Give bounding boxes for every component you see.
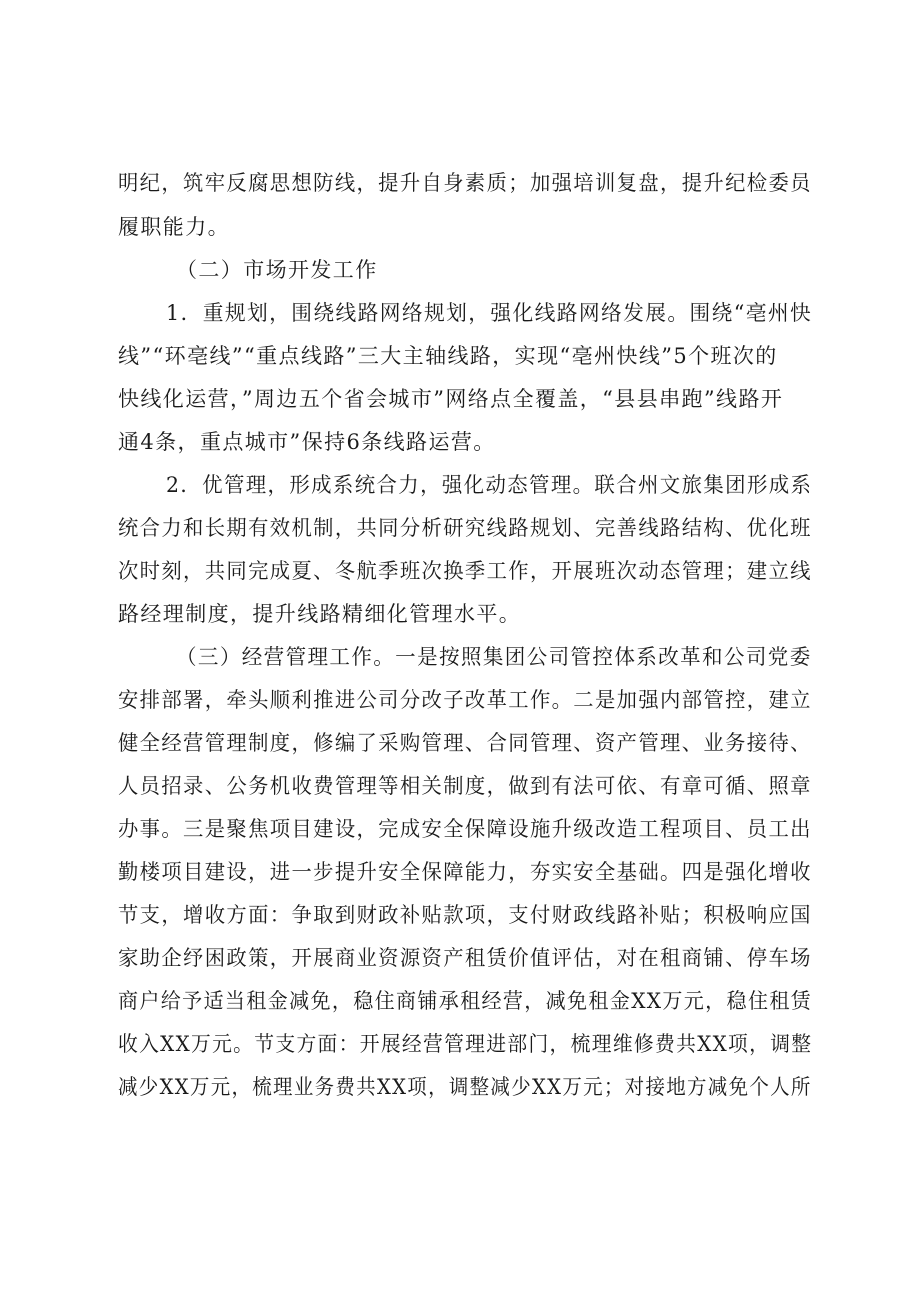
text-line-18: 节支，增收方面：争取到财政补贴款项，支付财政线路补贴；积极响应国 (118, 903, 812, 927)
section-heading-operations: （三）经营管理工作。一是按照集团公司管控体系改革和公司党委 (176, 645, 812, 669)
text-line-10: 次时刻，共同完成夏、冬航季班次换季工作，开展班次动态管理；建立线 (118, 559, 812, 583)
text-line-8: 2．优管理，形成系统合力，强化动态管理。联合州文旅集团形成系 (166, 473, 813, 497)
text-line-20: 商户给予适当租金减免，稳住商铺承租经营，减免租金XX万元，稳住租赁 (118, 989, 813, 1013)
text-line-2: 履职能力。 (118, 215, 230, 239)
text-line-13: 安排部署，牵头顺利推进公司分改子改革工作。二是加强内部管控，建立 (118, 688, 812, 712)
text-line-4: 1．重规划，围绕线路网络规划，强化线路网络发展。围绕“亳州快 (166, 301, 813, 325)
text-line-17: 勤楼项目建设，进一步提升安全保障能力，夯实安全基础。四是强化增收 (118, 860, 812, 884)
text-line-19: 家助企纾困政策，开展商业资源资产租赁价值评估，对在租商铺、停车场 (118, 946, 812, 970)
text-line-11: 路经理制度，提升线路精细化管理水平。 (118, 602, 522, 626)
text-line-14: 健全经营管理制度，修编了采购管理、合同管理、资产管理、业务接待、 (118, 731, 812, 755)
text-line-21: 收入XX万元。节支方面：开展经营管理进部门，梳理维修费共XX项，调整 (118, 1032, 813, 1056)
text-line-22: 减少XX万元，梳理业务费共XX项，调整减少XX万元；对接地方减免个人所 (118, 1075, 812, 1099)
text-line-5: 线”“环亳线”“重点线路”三大主轴线路，实现“亳州快线”5个班次的 (118, 344, 778, 368)
text-line-6: 快线化运营，”周边五个省会城市”网络点全覆盖，“县县串跑”线路开 (118, 387, 784, 411)
text-line-1: 明纪，筑牢反腐思想防线，提升自身素质；加强培训复盘，提升纪检委员 (118, 171, 812, 195)
section-heading-market: （二）市场开发工作 (176, 258, 378, 282)
text-line-16: 办事。三是聚焦项目建设，完成安全保障设施升级改造工程项目、员工出 (118, 817, 812, 841)
text-line-7: 通4条，重点城市”保持6条线路运营。 (118, 430, 496, 454)
text-line-9: 统合力和长期有效机制，共同分析研究线路规划、完善线路结构、优化班 (118, 516, 812, 540)
text-line-15: 人员招录、公务机收费管理等相关制度，做到有法可依、有章可循、照章 (118, 774, 812, 798)
